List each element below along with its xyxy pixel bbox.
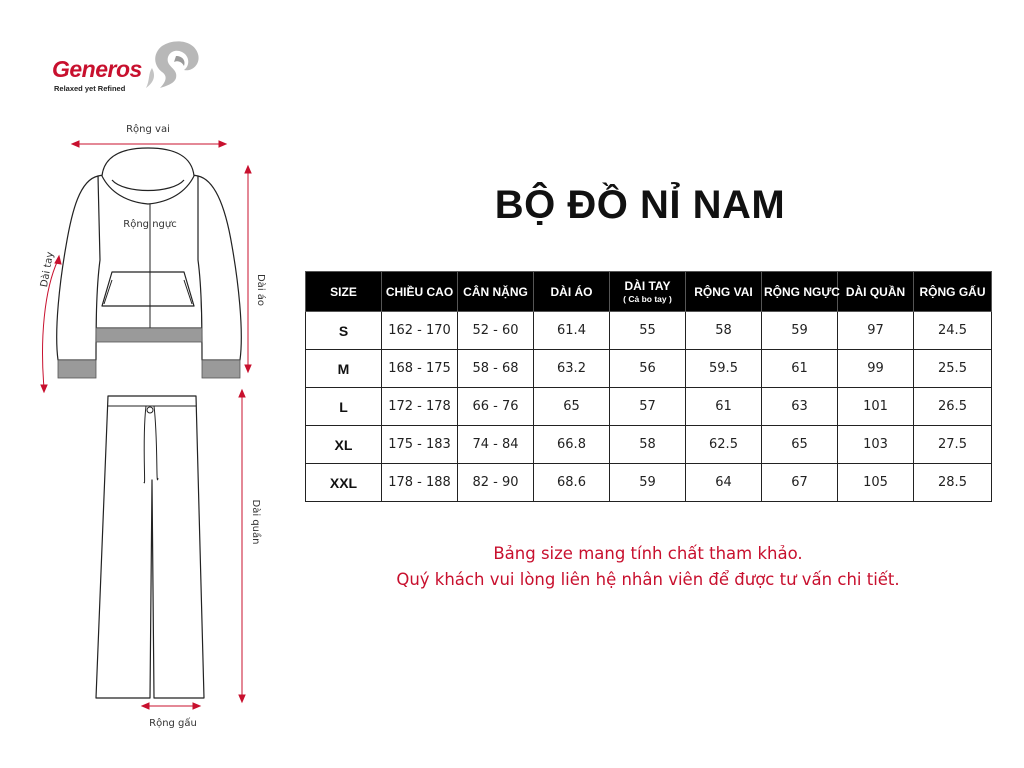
table-cell: 65	[534, 388, 610, 426]
table-row	[306, 388, 992, 426]
table-cell: 58 - 68	[458, 350, 534, 388]
table-cell: 26.5	[914, 388, 992, 426]
disclaimer-line-1: Bảng size mang tính chất tham khảo.	[493, 544, 803, 563]
table-cell: 59	[610, 464, 686, 502]
table-row	[306, 426, 992, 464]
hem-width-label: Rộng gấu	[149, 718, 197, 729]
table-cell: 105	[838, 464, 914, 502]
table-cell: 97	[838, 312, 914, 350]
table-cell: 175 - 183	[382, 426, 458, 464]
header-sleeve-length-note: ( Cả bo tay )	[623, 294, 672, 304]
page-title: BỘ ĐỒ NỈ NAM	[494, 183, 786, 227]
table-cell: 67	[762, 464, 838, 502]
size-cell: XL	[306, 426, 382, 464]
table-cell: 52 - 60	[458, 312, 534, 350]
table-cell: 63.2	[534, 350, 610, 388]
header-shoulder-width: RỘNG VAI	[686, 272, 762, 312]
header-sleeve-length: DÀI TAY ( Cả bo tay )	[610, 272, 686, 312]
size-cell: XXL	[306, 464, 382, 502]
table-cell: 58	[610, 426, 686, 464]
table-cell: 62.5	[686, 426, 762, 464]
table-cell: 28.5	[914, 464, 992, 502]
brand-tagline: Relaxed yet Refined	[54, 84, 126, 93]
header-size: SIZE	[306, 272, 382, 312]
header-weight: CÂN NẶNG	[458, 272, 534, 312]
table-cell: 99	[838, 350, 914, 388]
table-cell: 162 - 170	[382, 312, 458, 350]
brand-name: Generos	[52, 56, 142, 82]
disclaimer-note	[305, 541, 991, 593]
table-cell: 59.5	[686, 350, 762, 388]
table-cell: 103	[838, 426, 914, 464]
table-cell: 59	[762, 312, 838, 350]
table-row	[306, 350, 992, 388]
size-cell: M	[306, 350, 382, 388]
table-cell: 168 - 175	[382, 350, 458, 388]
table-cell: 25.5	[914, 350, 992, 388]
table-cell: 65	[762, 426, 838, 464]
size-cell: S	[306, 312, 382, 350]
top-length-label: Dài áo	[255, 273, 266, 307]
brand-logo	[48, 38, 208, 100]
ram-head-icon	[132, 38, 204, 90]
table-cell: 66.8	[534, 426, 610, 464]
table-cell: 66 - 76	[458, 388, 534, 426]
shoulder-width-label: Rộng vai	[126, 124, 170, 135]
table-cell: 55	[610, 312, 686, 350]
table-cell: 64	[686, 464, 762, 502]
chest-width-label: Rộng ngực	[123, 219, 177, 230]
table-row	[306, 464, 992, 502]
table-cell: 61	[762, 350, 838, 388]
table-cell: 57	[610, 388, 686, 426]
header-chest-width: RỘNG NGỰC	[762, 272, 838, 312]
table-cell: 68.6	[534, 464, 610, 502]
table-cell: 61	[686, 388, 762, 426]
table-cell: 178 - 188	[382, 464, 458, 502]
disclaimer-line-2: Quý khách vui lòng liên hệ nhân viên để được tư vấn chi tiết.	[396, 570, 900, 589]
size-cell: L	[306, 388, 382, 426]
sleeve-length-label: Dài tay	[39, 250, 57, 289]
table-cell: 74 - 84	[458, 426, 534, 464]
pants-length-label: Dài quần	[250, 499, 261, 545]
garment-diagram	[0, 110, 300, 750]
table-row	[306, 312, 992, 350]
table-cell: 61.4	[534, 312, 610, 350]
table-header-row	[306, 272, 992, 312]
table-cell: 82 - 90	[458, 464, 534, 502]
table-cell: 63	[762, 388, 838, 426]
header-pants-length: DÀI QUẦN	[838, 272, 914, 312]
header-height: CHIỀU CAO	[382, 272, 458, 312]
size-chart-table	[305, 271, 992, 502]
table-cell: 27.5	[914, 426, 992, 464]
table-cell: 58	[686, 312, 762, 350]
table-cell: 56	[610, 350, 686, 388]
header-hem-width: RỘNG GẤU	[914, 272, 992, 312]
table-cell: 101	[838, 388, 914, 426]
table-cell: 172 - 178	[382, 388, 458, 426]
header-top-length: DÀI ÁO	[534, 272, 610, 312]
table-cell: 24.5	[914, 312, 992, 350]
